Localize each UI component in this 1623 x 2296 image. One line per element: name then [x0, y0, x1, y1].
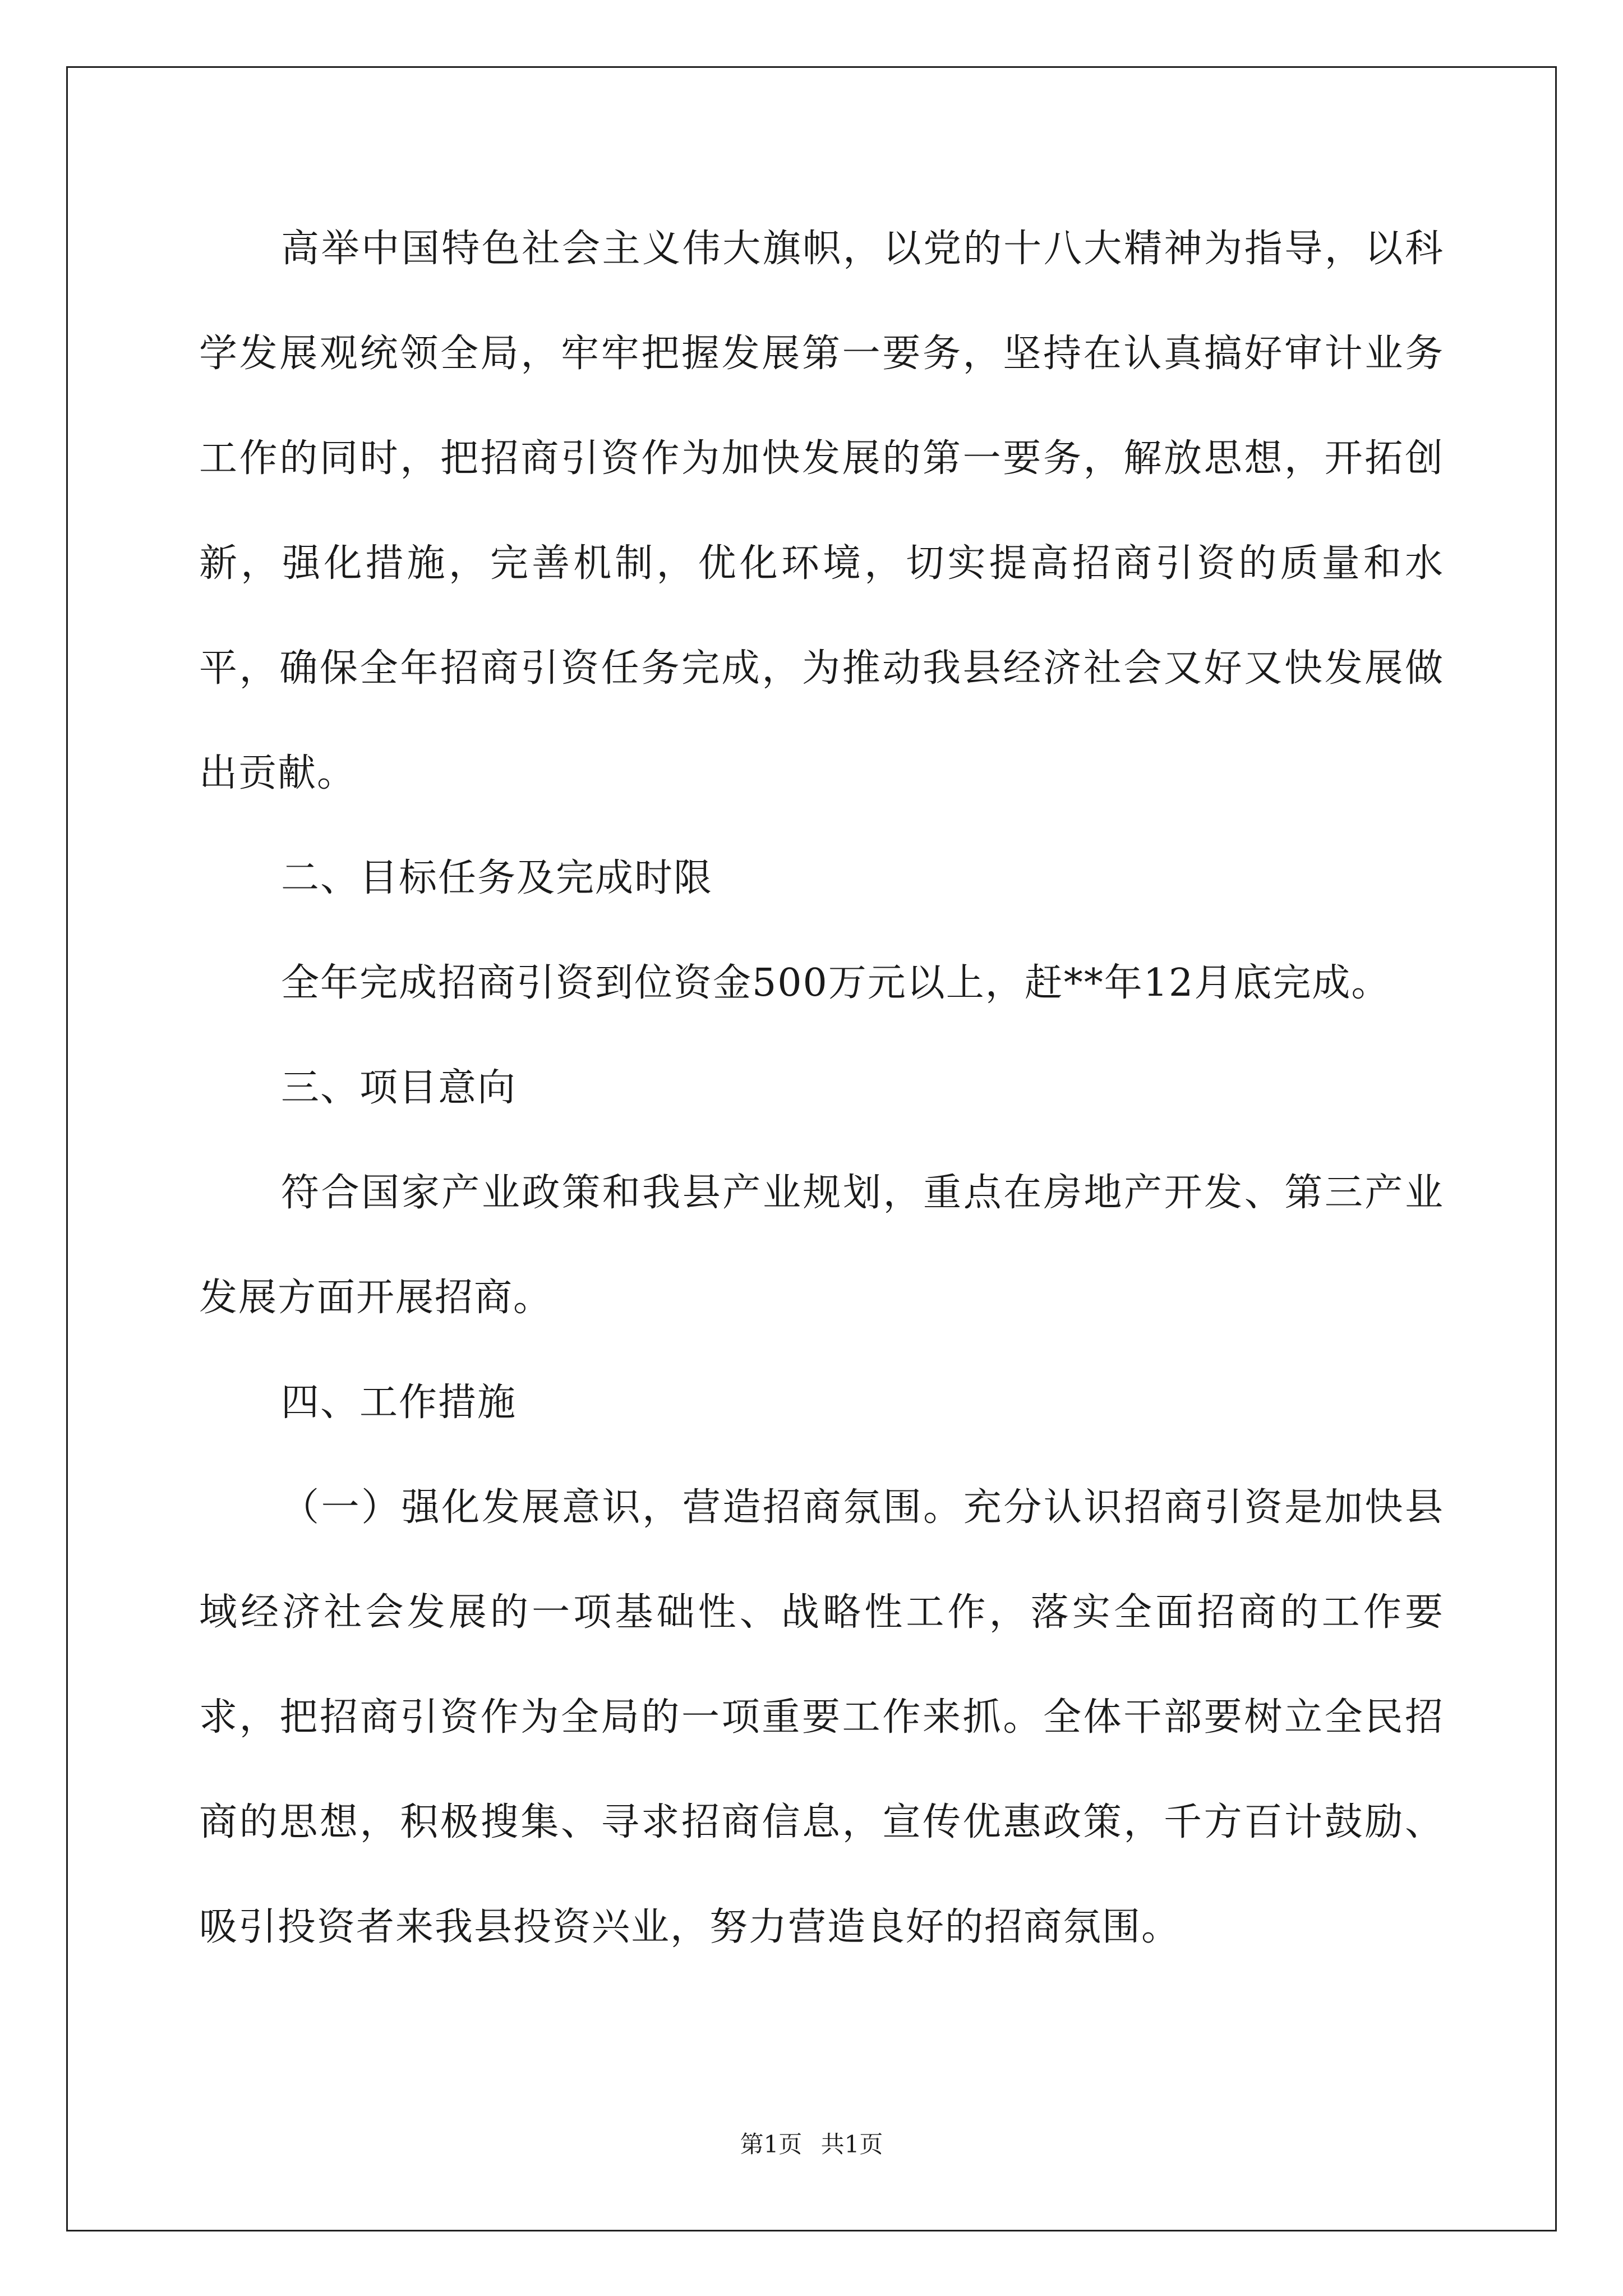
paragraph-projects: 符合国家产业政策和我县产业规划，重点在房地产开发、第三产业发展方面开展招商。	[199, 1171, 1444, 1320]
page-number-total: 共1页	[820, 2131, 883, 2158]
section-heading-targets: 二、目标任务及完成时限	[281, 856, 713, 900]
paragraph-measure-one: （一）强化发展意识，营造招商氛围。充分认识招商引资是加快县域经济社会发展的一项基础性、战略性工作，落实全面招商的工作要求，把招商引资作为全局的一项重要工作来抓。全体干部要树立全民招商的思想，积极搜集、寻求招商信息，宣传优惠政策，千方百计鼓励、吸引投资者来我县投资兴业，努力营造良好的招商氛围。	[199, 1485, 1444, 1949]
paragraph-targets: 全年完成招商引资到位资金500万元以上，赶**年12月底完成。	[281, 961, 1391, 1005]
page-number-current: 第1页	[740, 2131, 803, 2158]
section-heading-projects: 三、项目意向	[281, 1066, 517, 1110]
page-footer	[0, 2128, 1623, 2161]
document-body	[199, 196, 1444, 1980]
section-heading-measures: 四、工作措施	[281, 1381, 517, 1425]
paragraph-guiding-principle: 高举中国特色社会主义伟大旗帜，以党的十八大精神为指导，以科学发展观统领全局，牢牢把握发展第一要务，坚持在认真搞好审计业务工作的同时，把招商引资作为加快发展的第一要务，解放思想，开拓创新，强化措施，完善机制，优化环境，切实提高招商引资的质量和水平，确保全年招商引资任务完成，为推动我县经济社会又好又快发展做出贡献。	[199, 227, 1444, 795]
